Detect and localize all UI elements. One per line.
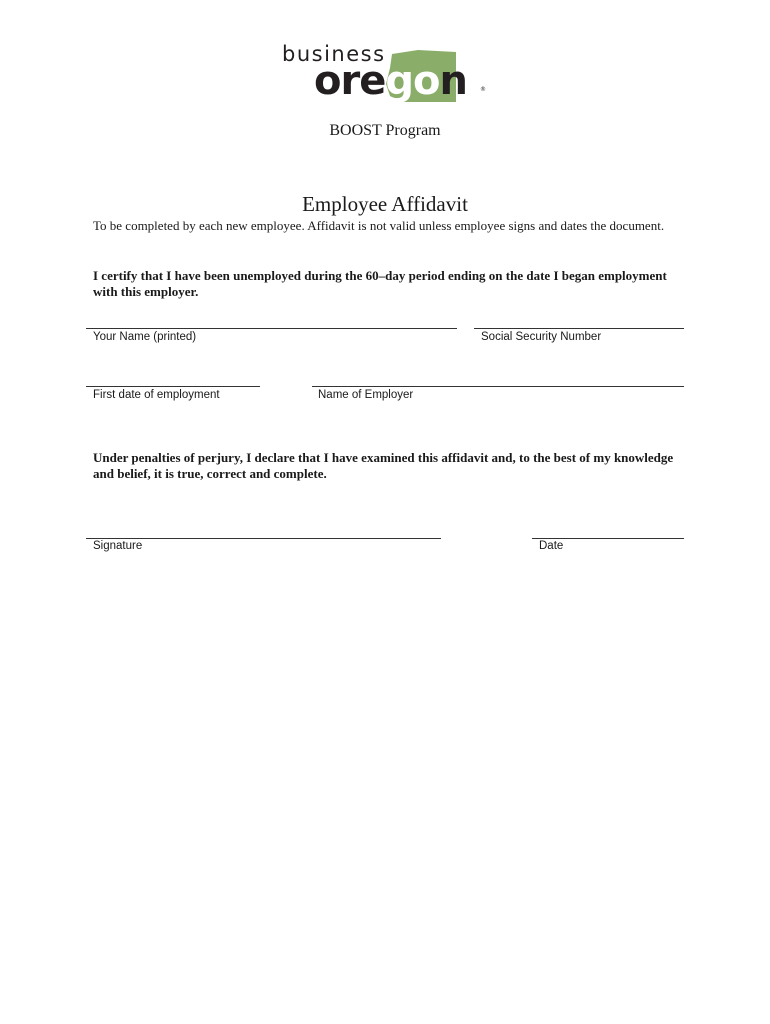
logo-oregon-part-3: n (439, 58, 467, 104)
business-oregon-logo (280, 44, 490, 112)
logo-business-text: business (282, 42, 386, 66)
first-date-field-line[interactable] (86, 386, 260, 387)
registered-mark: ® (480, 86, 486, 93)
instructions-text: To be completed by each new employee. Affidavit is not valid unless employee signs and dates the document. (93, 218, 665, 233)
ssn-field-label: Social Security Number (481, 331, 602, 343)
page-title: Employee Affidavit (302, 192, 468, 216)
date-field-line[interactable] (532, 538, 684, 539)
employer-field-line[interactable] (312, 386, 684, 387)
logo-oregon-part-2: go (385, 58, 440, 104)
name-field-label: Your Name (printed) (93, 331, 197, 343)
logo-oregon-part-1: ore (314, 58, 386, 104)
perjury-declaration: Under penalties of perjury, I declare that I have examined this affidavit and, to the best of my knowledge and belief, it is true, correct and complete. (93, 450, 674, 481)
employer-field-label: Name of Employer (318, 389, 414, 401)
program-name: BOOST Program (329, 122, 441, 139)
name-field-line[interactable] (86, 328, 457, 329)
ssn-field-line[interactable] (474, 328, 684, 329)
signature-field-label: Signature (93, 540, 143, 552)
first-date-field-label: First date of employment (93, 389, 220, 401)
certification-statement: I certify that I have been unemployed during the 60–day period ending on the date I began employment with this employer. (93, 268, 667, 299)
signature-field-line[interactable] (86, 538, 441, 539)
date-field-label: Date (539, 540, 564, 552)
logo-oregon-text (314, 58, 467, 104)
